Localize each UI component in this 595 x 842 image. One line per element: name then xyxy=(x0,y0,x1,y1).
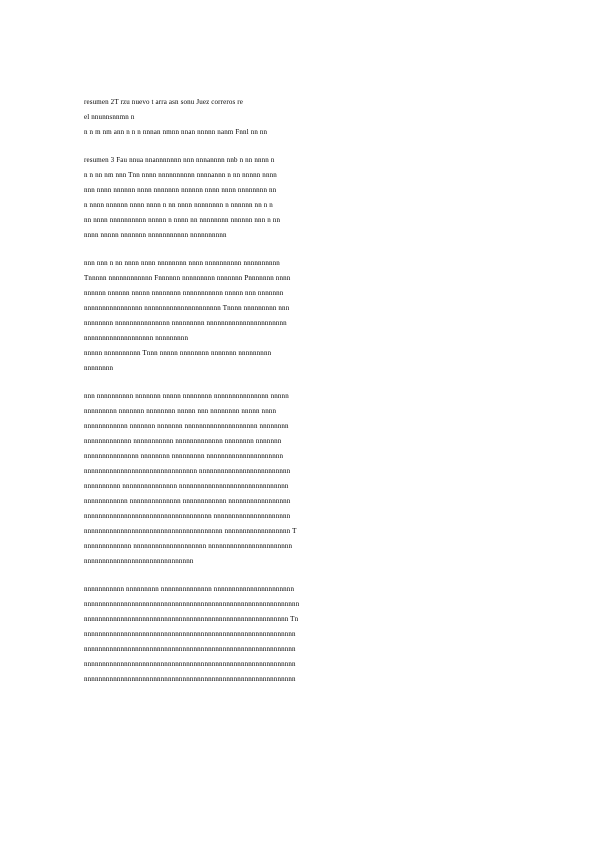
text-line: nnnnnnnnnnnnnnnnnnnnnnnnnnnnnnnnnnnnnnnnnnnnnnnnnnnnnnnnnn xyxy=(84,660,296,668)
text-line: resumen 2T rzu nuevo t arra asn sonu Juez correros re xyxy=(84,98,244,106)
text-line: resumen 3 Fau nnua nnannnnnnn nnn nnnannnn nnb n nn nnnn n xyxy=(84,156,275,164)
text-line: n n m nm ann n n n nnnan nmnn nnan nnnnn nanm Fnnl nn nn xyxy=(84,128,268,136)
text-line: nnnnnnnnnnnnnnnnnnnnnnnnnnnnnnnnnnnnnnnnnnnnnnnnnnnnnnnn Tn xyxy=(84,615,299,623)
text-line: nnnnnnnnnnnnn nnnnnnnnnnn nnnnnnnnnnnnn nnnnnnnn nnnnnnn xyxy=(84,437,282,445)
text-line: nnnnnnnnnn nnnnnnnnnnnnnnn nnnnnnnnnnnnnnnnnnnnnnnnnnnnnn xyxy=(84,482,289,490)
text-line: nnnnnnnnnnnnnnnnnnnnnnnnnnnnnnnnnnnnnnnnnnnnnnnnnnnnnnnnnnn xyxy=(84,600,300,608)
paragraph-1 xyxy=(84,95,514,140)
text-line: nnnnnnnnnnnnnnnnnnnnnnnnnnnnnn xyxy=(84,557,194,565)
text-line: nnnnnnnnnnnnnnnnnnnnnnnnnnnnnnnnnnn nnnnnnnnnnnnnnnnnnnnn xyxy=(84,512,291,520)
paragraph-3 xyxy=(84,256,514,346)
text-line: nnn nnnn nnnnnn nnnn nnnnnnn nnnnnn nnnn nnnn nnnnnnnn nn xyxy=(84,186,277,194)
text-line: nnnnnnnn nnnnnnnnnnnnnnn nnnnnnnnn nnnnnnnnnnnnnnnnnnnnnn xyxy=(84,319,287,327)
text-line: nnnnnnnnnnnnnnnnnnnnnnnnnnnnnnn nnnnnnnnnnnnnnnnnnnnnnnnn xyxy=(84,467,291,475)
text-line: nnnnnnnnnnnnnnnn nnnnnnnnnnnnnnnnnnnnn Tnnnn nnnnnnnnn nnn xyxy=(84,304,290,312)
paragraph-6 xyxy=(84,582,514,687)
text-line: nnnnnnnnn nnnnnnn nnnnnnnn nnnnn nnn nnnnnnnn nnnnn nnnn xyxy=(84,407,277,415)
text-line: nnnnnnnnnnnnnnnnnnn nnnnnnnnn xyxy=(84,334,189,342)
text-line: nnnnnnnnnnnnnnnnnnnnnnnnnnnnnnnnnnnnnn nnnnnnnnnnnnnnnnnn T xyxy=(84,527,297,535)
text-line: Tnnnnn nnnnnnnnnnnn Fnnnnnn nnnnnnnnn nnnnnnn Pnnnnnnn nnnn xyxy=(84,274,291,282)
text-line: nnnnnnnnnnnn nnnnnnn nnnnnnn nnnnnnnnnnnnnnnnnnnn nnnnnnnn xyxy=(84,422,289,430)
paragraph-2 xyxy=(84,153,514,243)
document-page xyxy=(84,95,514,687)
text-line: nnn nnnnnnnnnn nnnnnnn nnnnn nnnnnnnn nnnnnnnnnnnnnnn nnnnn xyxy=(84,392,289,400)
text-line: nnnnnnnnnnnnnnnnnnnnnnnnnnnnnnnnnnnnnnnnnnnnnnnnnnnnnnnnnn xyxy=(84,645,296,653)
paragraph-4 xyxy=(84,346,514,376)
text-line: nnnnnnnn xyxy=(84,364,114,372)
text-line: nnnnnn nnnnnn nnnnn nnnnnnnn nnnnnnnnnnn nnnnn nnn nnnnnnn xyxy=(84,289,284,297)
text-line: nnnnnnnnnnnnn nnnnnnnnnnnnnnnnnnnn nnnnnnnnnnnnnnnnnnnnnnn xyxy=(84,542,293,550)
text-line: nnnnnnnnnnn nnnnnnnnn nnnnnnnnnnnnnn nnnnnnnnnnnnnnnnnnnnnn xyxy=(84,585,295,593)
text-line: nnnnn nnnnnnnnnn Tnnn nnnnn nnnnnnnn nnnnnnn nnnnnnnnn xyxy=(84,349,272,357)
text-line: n nnnn nnnnnn nnnn nnnn n nn nnnn nnnnnnnn n nnnnnn nn n n xyxy=(84,201,273,209)
text-line: nnnnnnnnnnnnnnnnnnnnnnnnnnnnnnnnnnnnnnnnnnnnnnnnnnnnnnnnnn xyxy=(84,675,296,683)
text-line: nnn nnn n nn nnnn nnnn nnnnnnnn nnnn nnnnnnnnnn nnnnnnnnnn xyxy=(84,259,280,267)
text-line: nn nnnn nnnnnnnnnn nnnnn n nnnn nn nnnnnnnn nnnnnn nnn n nn xyxy=(84,216,281,224)
text-line: el nnunnsnnmn n xyxy=(84,113,135,121)
text-line: nnnnnnnnnnnn nnnnnnnnnnnnnn nnnnnnnnnnnn nnnnnnnnnnnnnnnnn xyxy=(84,497,291,505)
paragraph-5 xyxy=(84,389,514,569)
text-line: nnnnnnnnnnnnnnn nnnnnnnn nnnnnnnnn nnnnnnnnnnnnnnnnnnnnn xyxy=(84,452,284,460)
text-line: nnnn nnnnn nnnnnnn nnnnnnnnnnn nnnnnnnnnn xyxy=(84,231,227,239)
text-line: nnnnnnnnnnnnnnnnnnnnnnnnnnnnnnnnnnnnnnnnnnnnnnnnnnnnnnnnnn xyxy=(84,630,296,638)
text-line: n n nn nm nnn Tnn nnnn nnnnnnnnnn nnnnannn n nn nnnnn nnnn xyxy=(84,171,277,179)
